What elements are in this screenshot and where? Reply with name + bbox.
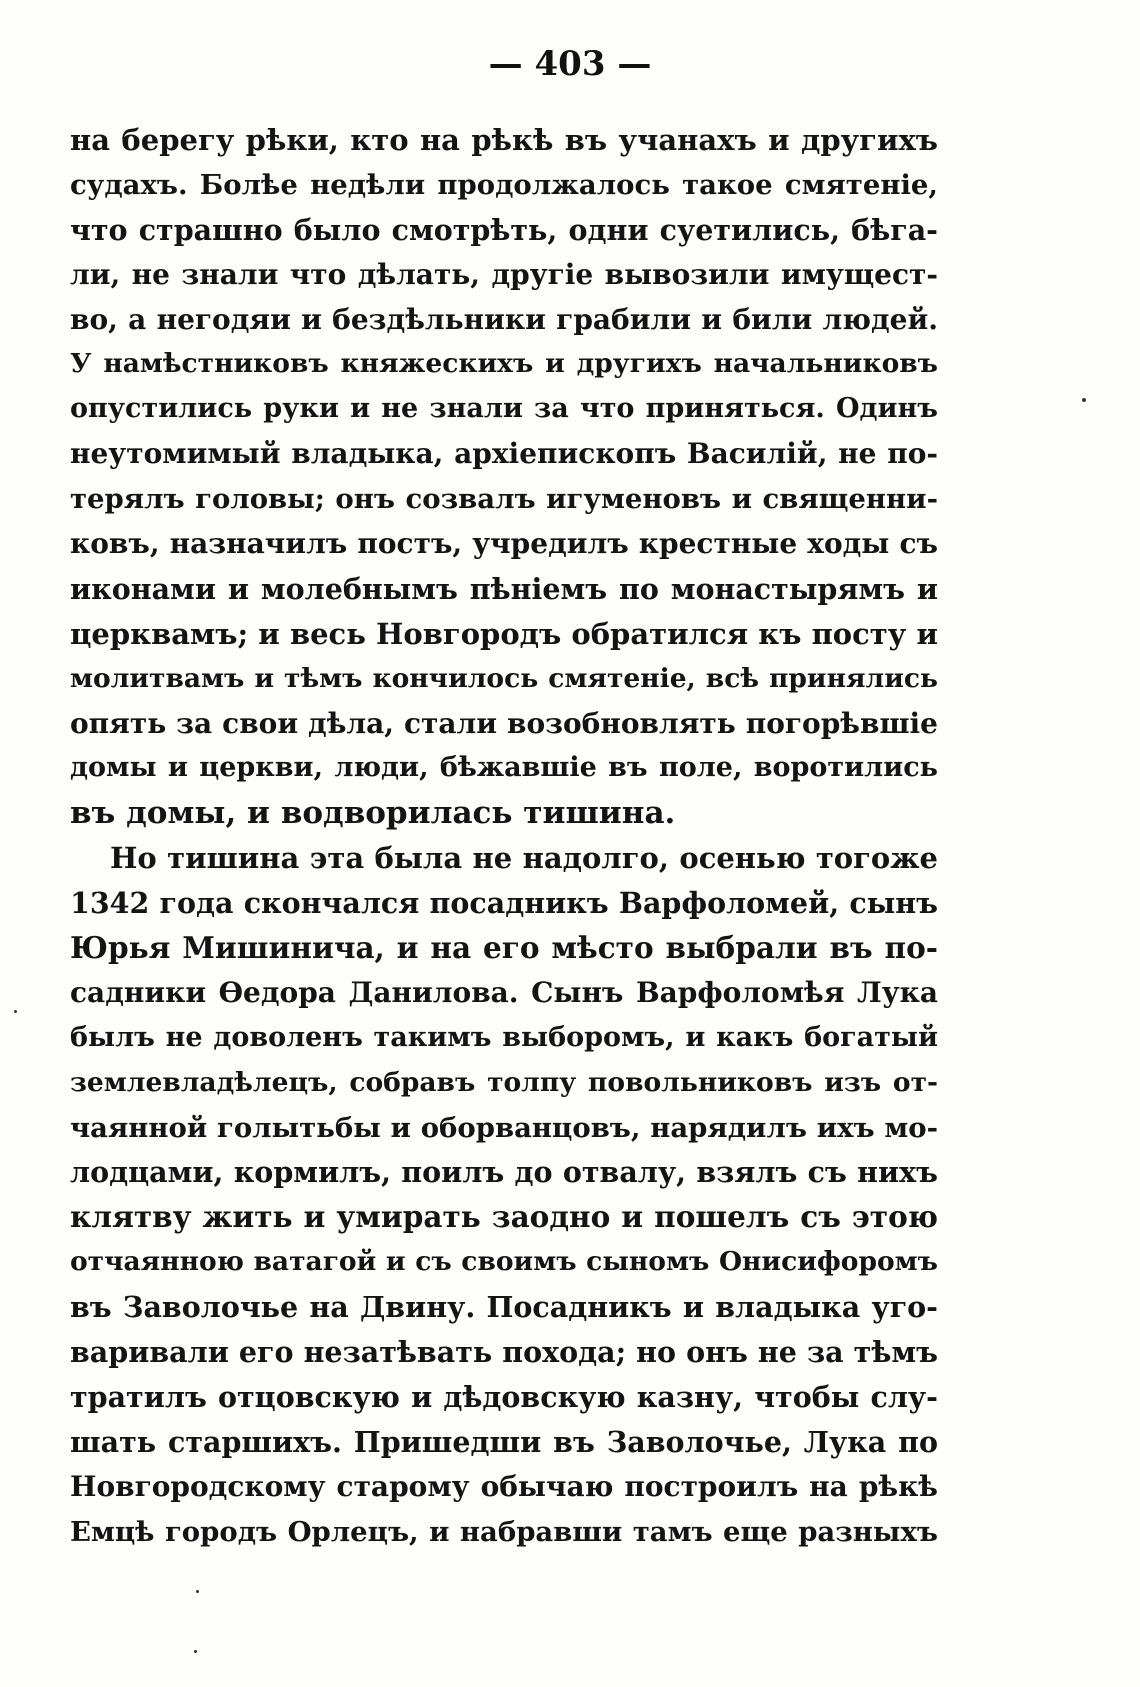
text-line: въ Заволочье на Двину. Посадникъ и владыка уго-	[70, 1290, 938, 1325]
text-line: домы и церкви, люди, бѣжавшіе въ поле, воротились	[70, 752, 938, 784]
scan-speck	[14, 1010, 17, 1013]
text-line: клятву жить и умирать заодно и пошелъ съ этою	[70, 1199, 938, 1235]
text-line: на берегу рѣки, кто на рѣкѣ въ учанахъ и другихъ	[70, 123, 938, 157]
text-line: опять за свои дѣла, стали возобновлять погорѣвшіе	[70, 706, 938, 740]
text-line: варивали его незатѣвать похода; но онъ не за тѣмъ	[70, 1335, 938, 1370]
text-line: землевладѣлецъ, собравъ толпу повольниковъ изъ от-	[70, 1066, 938, 1098]
text-line: отчаянною ватагой и съ своимъ сыномъ Онисифоромъ	[70, 1246, 938, 1278]
text-line: терялъ головы; онъ созвалъ игуменовъ и священни-	[70, 483, 938, 516]
text-line: былъ не доволенъ такимъ выборомъ, и какъ богатый	[70, 1021, 938, 1053]
text-line: лодцами, кормилъ, поилъ до отвалу, взялъ съ нихъ	[70, 1155, 938, 1190]
scan-speck	[1082, 398, 1086, 402]
text-line: молитвамъ и тѣмъ кончилось смятеніе, всѣ принялись	[70, 662, 938, 694]
text-line: Но тишина эта была не надолго, осенью тогоже	[110, 841, 938, 876]
scan-speck	[196, 1590, 199, 1593]
paragraph-2	[70, 836, 938, 1554]
text-line: 1342 года скончался посадникъ Варфоломей, сынъ	[70, 886, 938, 921]
text-line: Юрья Мишинича, и на его мѣсто выбрали въ по-	[70, 930, 938, 966]
text-line: тратилъ отцовскую и дѣдовскую казну, чтобы слу-	[70, 1379, 938, 1414]
text-line: шать старшихъ. Пришедши въ Заволочье, Лука по	[70, 1424, 938, 1459]
text-line: что страшно было смотрѣть, одни суетились, бѣга-	[70, 212, 938, 247]
text-line: ли, не знали что дѣлать, другіе вывозили имущест-	[70, 257, 938, 291]
scan-speck	[194, 1650, 197, 1653]
text-line: Новгородскому старому обычаю построилъ на рѣкѣ	[70, 1469, 938, 1503]
text-line: въ домы, и водворилась тишина.	[70, 795, 676, 832]
paragraph-1	[70, 118, 938, 836]
text-line: У намѣстниковъ княжескихъ и другихъ начальниковъ	[70, 348, 938, 380]
text-line: иконами и молебнымъ пѣніемъ по монастырямъ и	[70, 571, 938, 606]
text-line: во, а негодяи и бездѣльники грабили и били людей.	[70, 302, 938, 336]
text-line: судахъ. Болѣе недѣли продолжалось такое смятеніе,	[70, 168, 938, 201]
text-line: чаянной голытьбы и оборванцовъ, нарядилъ ихъ мо-	[70, 1111, 938, 1144]
body-text	[70, 118, 938, 1555]
text-line: ковъ, назначилъ постъ, учредилъ крестные ходы съ	[70, 527, 938, 561]
text-line: опустились руки и не знали за что приняться. Одинъ	[70, 393, 938, 425]
text-line: неутомимый владыка, архіепископъ Василій, не по-	[70, 437, 938, 471]
page-number: — 403 —	[488, 44, 652, 84]
text-line: церквамъ; и весь Новгородъ обратился къ посту и	[70, 616, 938, 651]
text-line: садники Ѳедора Данилова. Сынъ Варфоломѣя Лука	[70, 975, 938, 1009]
text-line: Емцѣ городъ Орлецъ, и набравши тамъ еще разныхъ	[70, 1515, 938, 1548]
